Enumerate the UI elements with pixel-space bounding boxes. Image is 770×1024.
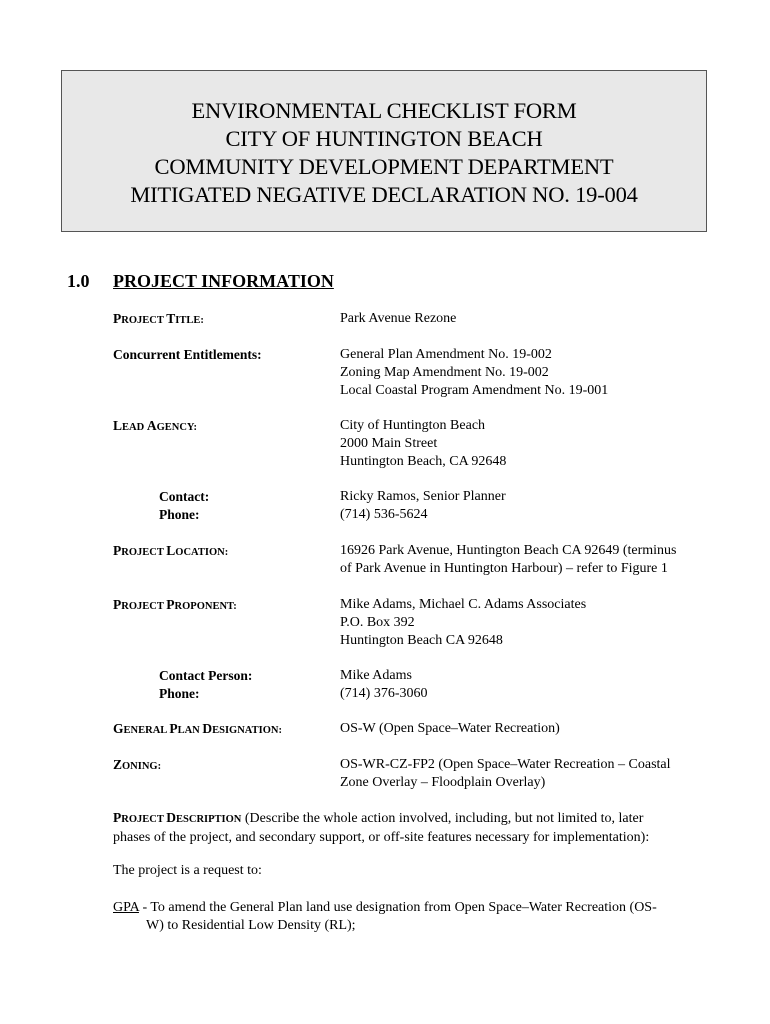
label-part: ESIGNATION: — [212, 725, 282, 736]
general-plan-designation-value: OS-W (Open Space–Water Recreation) — [340, 721, 560, 736]
form-header-box — [61, 70, 707, 232]
phone-label: Phone: — [159, 507, 200, 522]
description-line-2: phases of the project, and secondary support, or off-site features necessary for implementation): — [113, 830, 650, 845]
phone-label: Phone: — [159, 686, 200, 701]
proponent-contact-labels — [159, 667, 252, 703]
lead-contact-values — [340, 488, 506, 524]
contact-value: Ricky Ramos, Senior Planner — [340, 489, 506, 504]
label-part: A — [146, 418, 157, 433]
label-part: T — [166, 311, 176, 326]
label-part: GENCY: — [156, 422, 198, 433]
label-part: G — [113, 721, 124, 736]
value-line: of Park Avenue in Huntington Harbour) – refer to Figure 1 — [340, 561, 668, 576]
project-description-paragraph — [113, 809, 649, 847]
label-part: P — [113, 597, 122, 612]
value-line: Zone Overlay – Floodplain Overlay) — [340, 775, 546, 790]
description-text: (Describe the whole action involved, including, but not limited to, later — [241, 811, 644, 826]
value-line: P.O. Box 392 — [340, 615, 415, 630]
label-part: P — [113, 543, 122, 558]
gpa-text: - To amend the General Plan land use designation from Open Space–Water Recreation (OS- — [138, 900, 657, 915]
label-part: P — [113, 810, 122, 825]
label-part: P — [169, 721, 178, 736]
label-part: LAN — [177, 725, 203, 736]
label-part: D — [202, 721, 213, 736]
section-title: PROJECT INFORMATION — [113, 271, 334, 291]
value-line: General Plan Amendment No. 19-002 — [340, 347, 552, 362]
general-plan-designation-label — [113, 720, 282, 740]
lead-agency-label — [113, 417, 197, 437]
gpa-line-1 — [113, 899, 657, 917]
phone-value: (714) 536-5624 — [340, 507, 428, 522]
header-line-department: COMMUNITY DEVELOPMENT DEPARTMENT — [154, 154, 614, 179]
value-line: Huntington Beach, CA 92648 — [340, 454, 507, 469]
label-part: ESCRIPTION — [176, 814, 242, 825]
zoning-label — [113, 756, 161, 776]
contact-person-value: Mike Adams — [340, 668, 412, 683]
label-part: OCATION: — [175, 547, 229, 558]
project-title-value: Park Avenue Rezone — [340, 311, 457, 326]
description-line-1 — [113, 809, 649, 829]
value-line: Zoning Map Amendment No. 19-002 — [340, 365, 549, 380]
proponent-contact-values — [340, 667, 428, 703]
label-part: ITLE: — [175, 315, 204, 326]
label-part: ENERAL — [123, 725, 170, 736]
project-location-value — [340, 542, 676, 578]
section-number: 1.0 — [67, 271, 90, 291]
value-line: OS-WR-CZ-FP2 (Open Space–Water Recreation – Coastal — [340, 757, 671, 772]
label-part: Z — [113, 757, 123, 772]
project-location-label — [113, 542, 228, 562]
value-line: City of Huntington Beach — [340, 418, 486, 433]
label-part: ONING: — [122, 761, 162, 772]
concurrent-entitlements-label: Concurrent Entitlements: — [113, 347, 262, 362]
contact-person-label: Contact Person: — [159, 668, 253, 683]
header-line-form-title: ENVIRONMENTAL CHECKLIST FORM — [191, 98, 577, 123]
project-proponent-label — [113, 596, 237, 616]
label-part: ROJECT — [121, 547, 167, 558]
project-title-label — [113, 310, 204, 330]
label-part: ROJECT — [121, 601, 167, 612]
header-line-declaration: MITIGATED NEGATIVE DECLARATION NO. 19-004 — [130, 182, 638, 207]
lead-agency-value — [340, 417, 506, 471]
header-line-city: CITY OF HUNTINGTON BEACH — [225, 126, 543, 151]
value-line: 2000 Main Street — [340, 436, 438, 451]
label-part: P — [113, 311, 122, 326]
label-part: EAD — [122, 422, 147, 433]
value-line: Huntington Beach CA 92648 — [340, 633, 503, 648]
label-part: L — [166, 543, 176, 558]
value-line: Local Coastal Program Amendment No. 19-001 — [340, 383, 609, 398]
project-proponent-value — [340, 596, 586, 650]
label-part: ROJECT — [121, 814, 167, 825]
label-part: ROJECT — [121, 315, 167, 326]
label-part: D — [166, 810, 177, 825]
gpa-paragraph — [113, 899, 657, 935]
value-line: 16926 Park Avenue, Huntington Beach CA 92649 (terminus — [340, 543, 677, 558]
phone-value: (714) 376-3060 — [340, 686, 428, 701]
value-line: Mike Adams, Michael C. Adams Associates — [340, 597, 587, 612]
zoning-value — [340, 756, 671, 792]
label-part: ROPONENT: — [174, 601, 237, 612]
contact-label: Contact: — [159, 489, 210, 504]
concurrent-entitlements-value — [340, 346, 608, 400]
label-part: L — [113, 418, 123, 433]
gpa-line-2: W) to Residential Low Density (RL); — [146, 918, 356, 933]
label-part: P — [166, 597, 175, 612]
gpa-label: GPA — [113, 900, 139, 915]
project-request-intro: The project is a request to: — [113, 863, 262, 878]
lead-contact-labels — [159, 488, 209, 524]
